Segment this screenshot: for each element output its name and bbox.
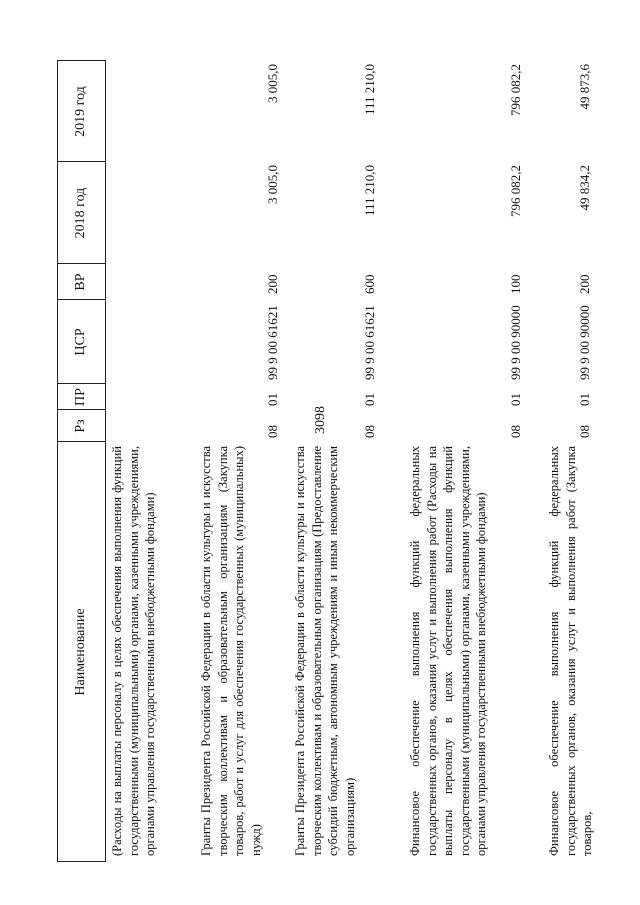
table-cell-pr: 01 bbox=[577, 393, 592, 406]
table-cell-pr: 01 bbox=[508, 393, 523, 406]
table-cell-2018: 796 082,2 bbox=[508, 165, 523, 217]
page-number: 3098 bbox=[313, 406, 328, 434]
table-cell-vr: 100 bbox=[508, 274, 523, 294]
table-row-name: Финансовое обеспечение выполнения функций федеральных государственных органов, оказания услуг и выполнения работ (Закупка товаров, bbox=[547, 446, 594, 856]
header-name: Наименование bbox=[73, 608, 88, 696]
table-cell-2019: 3 005,0 bbox=[265, 64, 280, 103]
header-bottom-border bbox=[105, 60, 106, 862]
table-cell-rz: 08 bbox=[265, 425, 280, 438]
table-cell-2018: 111 210,0 bbox=[362, 165, 377, 217]
budget-table bbox=[57, 60, 607, 862]
table-row-name: (Расходы на выплаты персоналу в целях обеспечения выполнения функций государственными (муниципальными) органами, казенными учреждениями, органами управления государственными внебюджетными фондами) bbox=[110, 446, 157, 856]
table-cell-csr: 99 9 00 61621 bbox=[362, 305, 377, 380]
table-row-name: Гранты Президента Российской Федерации в области культуры и искусства творческим коллективам и образовательным организациям (Закупка товаров, работ и услуг для обеспечения государственных (муниципальных) нужд) bbox=[199, 446, 263, 856]
table-cell-2019: 111 210,0 bbox=[362, 64, 377, 116]
header-pr: ПР bbox=[73, 388, 88, 406]
table-cell-csr: 99 9 00 90000 bbox=[577, 305, 592, 380]
header-2018: 2018 год bbox=[73, 187, 88, 239]
table-row-name: Финансовое обеспечение выполнения функций федеральных государственных органов, оказания услуг и выполнения работ (Расходы на выплаты персоналу в целях обеспечения выполнения функций государственными (муниципальными) органами, казенными учреждениями, органами управления государственными внебюджетными фондами) bbox=[408, 446, 488, 856]
header-csr: ЦСР bbox=[73, 328, 88, 356]
table-cell-vr: 200 bbox=[265, 274, 280, 294]
table-cell-csr: 99 9 00 61621 bbox=[265, 305, 280, 380]
table-cell-2019: 49 873,6 bbox=[577, 64, 592, 110]
table-cell-2019: 796 082,2 bbox=[508, 64, 523, 116]
header-vr: ВР bbox=[73, 273, 88, 291]
table-cell-csr: 99 9 00 90000 bbox=[508, 305, 523, 380]
table-cell-vr: 600 bbox=[362, 274, 377, 294]
table-cell-rz: 08 bbox=[577, 425, 592, 438]
header-rz: Рз bbox=[73, 419, 88, 433]
table-cell-2018: 49 834,2 bbox=[577, 165, 592, 211]
table-cell-vr: 200 bbox=[577, 274, 592, 294]
table-cell-pr: 01 bbox=[362, 393, 377, 406]
table-cell-pr: 01 bbox=[265, 393, 280, 406]
table-cell-2018: 3 005,0 bbox=[265, 165, 280, 204]
table-cell-rz: 08 bbox=[508, 425, 523, 438]
table-row-name: Гранты Президента Российской Федерации в области культуры и искусства творческим коллективам и образовательным организациям (Предоставление субсидий бюджетным, автономным учреждениям и иным некоммерческим организациям) bbox=[293, 446, 357, 856]
header-2019: 2019 год bbox=[73, 86, 88, 137]
table-cell-rz: 08 bbox=[362, 425, 377, 438]
